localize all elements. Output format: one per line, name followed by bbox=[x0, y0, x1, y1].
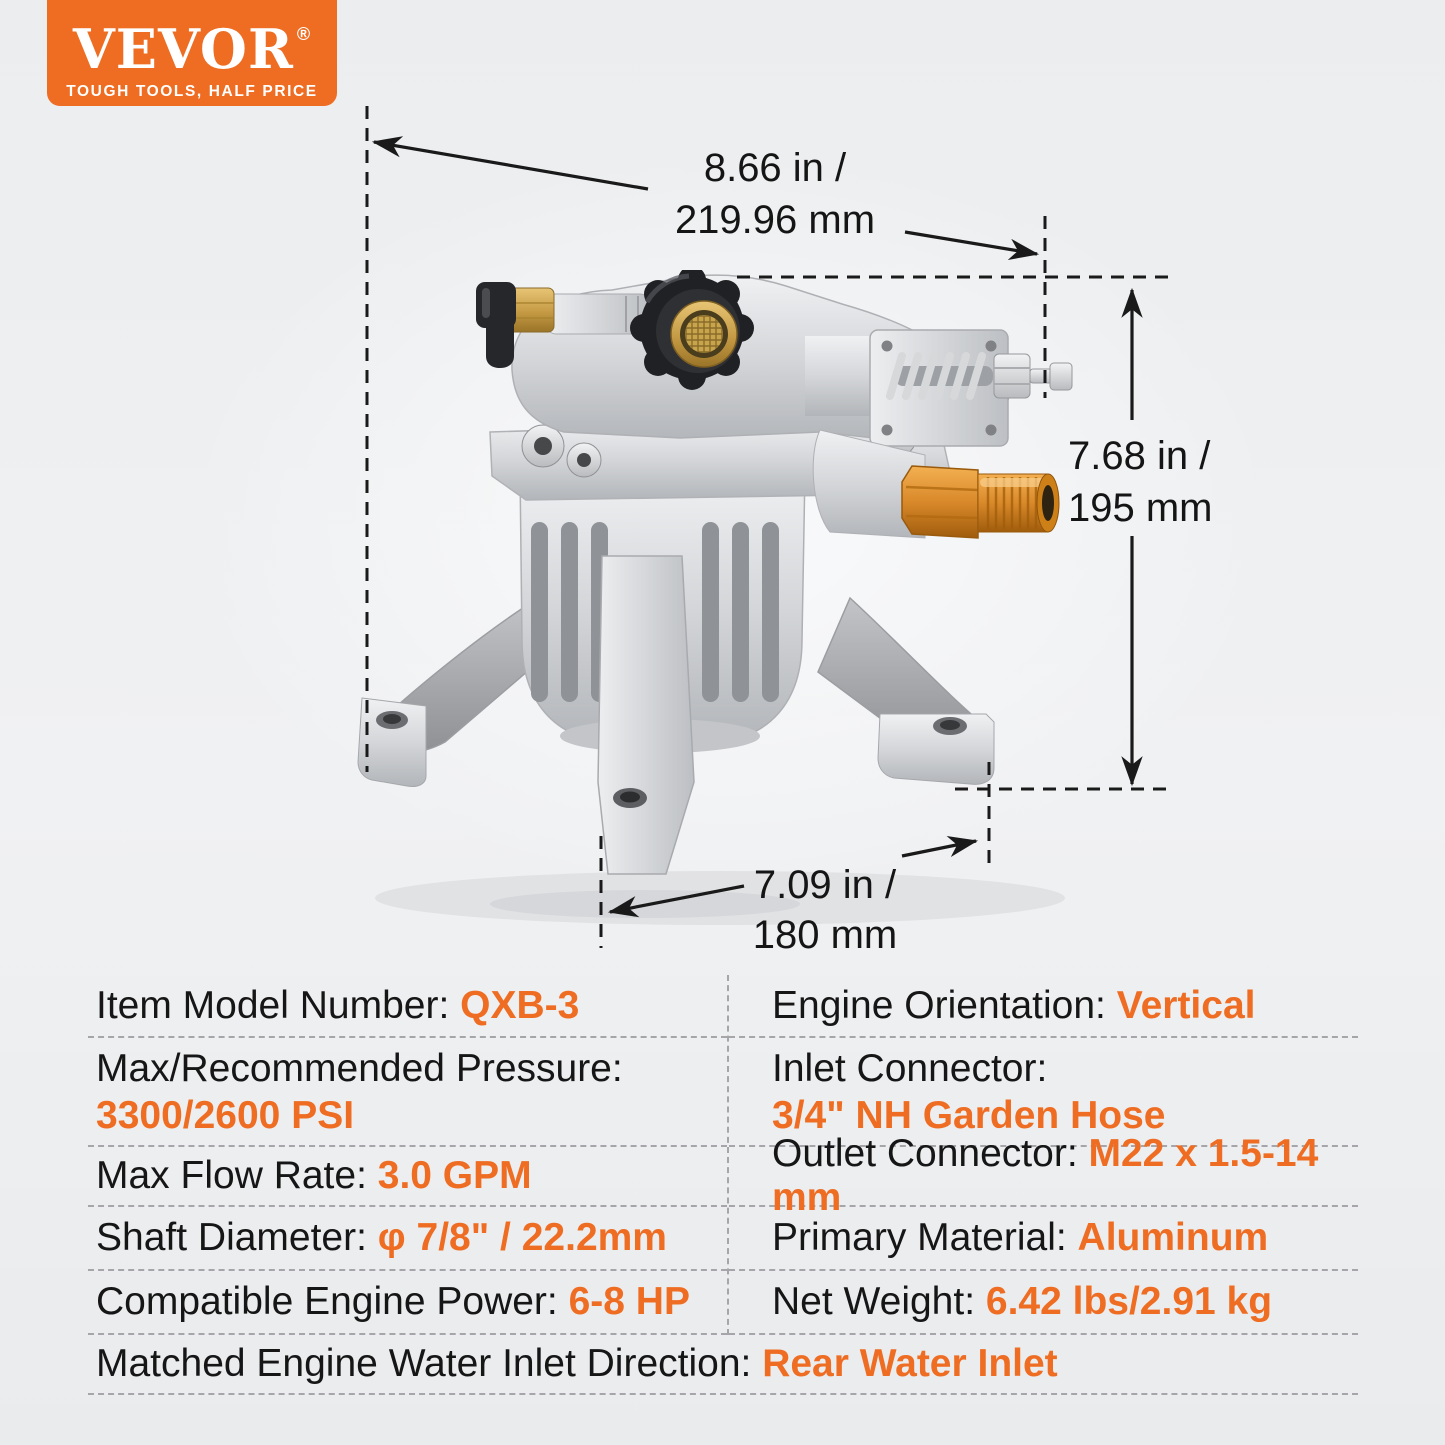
spec-row-engine-power: Compatible Engine Power: 6-8 HP bbox=[88, 1271, 727, 1335]
brand-name: VEVOR ® bbox=[72, 17, 312, 81]
spec-row-outlet-connector: Outlet Connector: M22 x 1.5-14 mm bbox=[729, 1147, 1358, 1207]
spec-row-pressure: Max/Recommended Pressure: 3300/2600 PSI bbox=[88, 1038, 727, 1147]
outlet-connector bbox=[902, 466, 1059, 538]
spec-row-net-weight: Net Weight: 6.42 lbs/2.91 kg bbox=[729, 1271, 1358, 1335]
pump-front-leg bbox=[598, 556, 694, 874]
dimension-width-label: 8.66 in / 219.96 mm bbox=[674, 146, 876, 242]
registered-mark: ® bbox=[296, 24, 312, 44]
spec-row-inlet-connector: Inlet Connector: 3/4" NH Garden Hose bbox=[729, 1038, 1358, 1147]
spec-row-flow-rate: Max Flow Rate: 3.0 GPM bbox=[88, 1147, 727, 1207]
outlet-bore bbox=[1042, 485, 1054, 521]
spec-row-orientation: Engine Orientation: Vertical bbox=[729, 975, 1358, 1038]
spec-row-model: Item Model Number: QXB-3 bbox=[88, 975, 727, 1038]
dimension-height-label: 7.68 in / 195 mm bbox=[1068, 434, 1213, 530]
spec-row-material: Primary Material: Aluminum bbox=[729, 1207, 1358, 1271]
dimension-depth-label: 7.09 in / 180 mm bbox=[752, 863, 898, 957]
pump-product-image bbox=[350, 270, 1080, 950]
vevor-logo bbox=[47, 0, 337, 106]
spec-table bbox=[88, 975, 1358, 1395]
inlet-knob bbox=[630, 270, 754, 390]
spec-row-shaft-diameter: Shaft Diameter: φ 7/8" / 22.2mm bbox=[88, 1207, 727, 1271]
brand-tagline: TOUGH TOOLS, HALF PRICE bbox=[66, 83, 318, 100]
spec-column-right bbox=[727, 975, 1358, 1335]
spec-row-water-inlet-direction: Matched Engine Water Inlet Direction: Rear Water Inlet bbox=[88, 1335, 1358, 1395]
spec-column-left bbox=[88, 975, 727, 1335]
